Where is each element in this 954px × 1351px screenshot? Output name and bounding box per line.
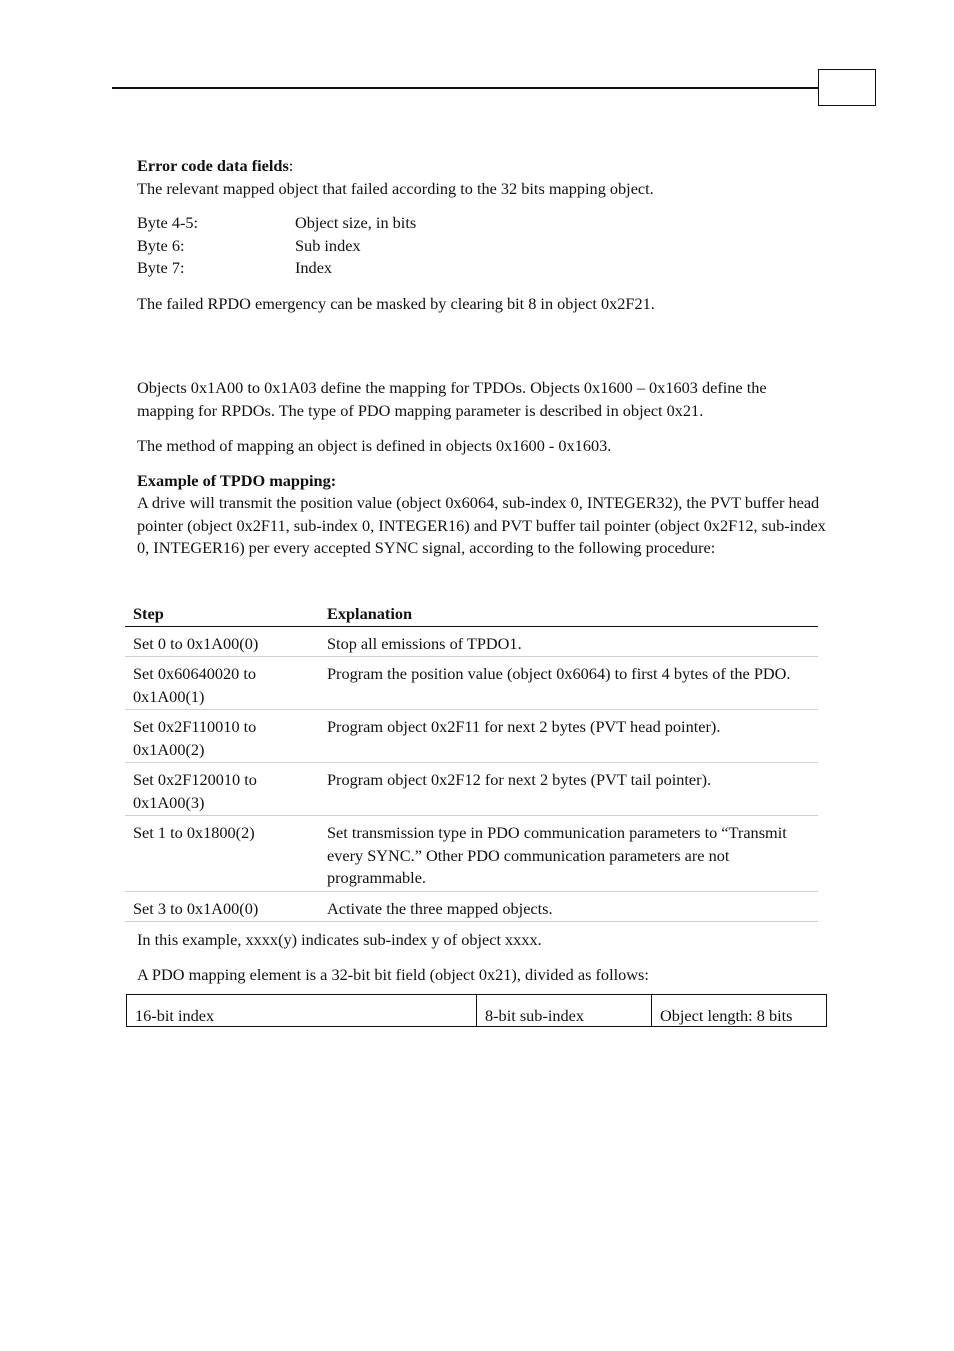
byte-list [137,212,827,280]
explanation-cell: Program object 0x2F11 for next 2 bytes (PVT head pointer). [319,710,818,763]
step-cell: Set 0x2F110010 to 0x1A00(2) [125,710,319,763]
table-row [125,816,818,892]
explanation-cell: Program object 0x2F12 for next 2 bytes (PVT tail pointer). [319,763,818,816]
example-heading: Example of TPDO mapping: [137,470,337,490]
page-number-box [818,69,876,106]
body-text [137,155,827,560]
step-cell: Set 0x60640020 to 0x1A00(1) [125,657,319,710]
step-cell: Set 3 to 0x1A00(0) [125,891,319,922]
table-row [125,657,818,710]
explanation-cell: Activate the three mapped objects. [319,891,818,922]
mapping-paragraph: Objects 0x1A00 to 0x1A03 define the mapping for TPDOs. Objects 0x1600 – 0x1603 define the mapping for RPDOs. The type of PDO mapping parameter is described in object 0x21. [137,378,767,420]
explanation-cell: Stop all emissions of TPDO1. [319,626,818,657]
step-cell: Set 0 to 0x1A00(0) [125,626,319,657]
table-header-row [125,603,818,626]
byte-row: Byte 7: Index [137,258,333,277]
steps-table [125,603,818,922]
explanation-header: Explanation [319,603,818,626]
explanation-cell: Program the position value (object 0x6064) to first 4 bytes of the PDO. [319,657,818,710]
step-cell: Set 1 to 0x1800(2) [125,816,319,892]
step-cell: Set 0x2F120010 to 0x1A00(3) [125,763,319,816]
header-rule [112,87,819,89]
error-code-intro: The relevant mapped object that failed according to the 32 bits mapping object. [137,178,654,198]
table-row [125,891,818,922]
step-header: Step [125,603,319,626]
subindex-note: In this example, xxxx(y) indicates sub-index y of object xxxx. [137,930,542,949]
mapping-element-intro: A PDO mapping element is a 32-bit bit field (object 0x21), divided as follows: [137,964,649,984]
byte-row: Byte 4-5: Object size, in bits [137,213,417,232]
example-text: A drive will transmit the position value (object 0x6064, sub-index 0, INTEGER32), the PVT buffer head pointer (object 0x2F11, sub-index 0, INTEGER16) and PVT buffer tail pointer (object 0x2F12, sub-index 0, INTEGER16) per every accepted SYNC signal, according to the following procedure: [137,493,826,557]
explanation-cell: Set transmission type in PDO communication parameters to “Transmit every SYNC.” Other PDO communication parameters are not programmable. [319,816,818,892]
bit-field-index: 16-bit index [127,995,477,1027]
error-code-heading: Error code data fields: [137,156,294,175]
table-row [125,710,818,763]
after-table-text [137,929,827,986]
bit-field-row [127,995,827,1027]
mapping-method-paragraph: The method of mapping an object is defined in objects 0x1600 - 0x1603. [137,436,612,455]
table-row [125,626,818,657]
bit-field-table [126,994,827,1027]
bit-field-length: Object length: 8 bits [652,995,827,1027]
table-row [125,763,818,816]
mask-note: The failed RPDO emergency can be masked by clearing bit 8 in object 0x2F21. [137,293,655,313]
bit-field-subindex: 8-bit sub-index [477,995,652,1027]
byte-row: Byte 6: Sub index [137,235,361,255]
